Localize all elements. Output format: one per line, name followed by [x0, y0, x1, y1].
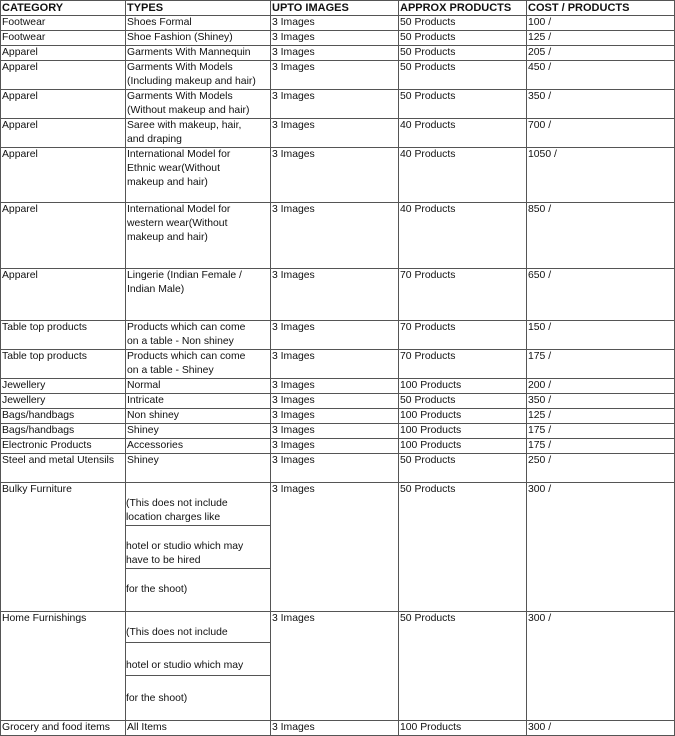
images-cell: 3 Images — [271, 454, 399, 483]
table-row — [1, 119, 675, 148]
type-cell: Accessories — [126, 439, 271, 454]
type-cell: Non shiney — [126, 409, 271, 424]
header-images: UPTO IMAGES — [271, 1, 399, 16]
table-row — [1, 203, 675, 269]
products-cell: 50 Products — [399, 454, 527, 483]
type-cell: Lingerie (Indian Female / Indian Male) — [126, 269, 271, 321]
type-cell: Shiney — [126, 454, 271, 483]
category-cell: Footwear — [1, 31, 126, 46]
type-note-part: hotel or studio which may — [126, 657, 271, 676]
table-row — [1, 31, 675, 46]
type-note-part: (This does not include — [126, 626, 271, 643]
images-cell: 3 Images — [271, 379, 399, 394]
cost-cell: 300 / — [527, 721, 675, 736]
type-cell: Shoe Fashion (Shiney) — [126, 31, 271, 46]
images-cell: 3 Images — [271, 409, 399, 424]
table-row — [1, 483, 675, 612]
cost-cell: 850 / — [527, 203, 675, 269]
category-cell: Bags/handbags — [1, 409, 126, 424]
cost-cell: 150 / — [527, 321, 675, 350]
table-row — [1, 269, 675, 321]
images-cell: 3 Images — [271, 424, 399, 439]
type-cell: Intricate — [126, 394, 271, 409]
cost-cell: 175 / — [527, 350, 675, 379]
table-row — [1, 16, 675, 31]
table-row — [1, 424, 675, 439]
type-cell: Normal — [126, 379, 271, 394]
table-row — [1, 379, 675, 394]
type-cell: Garments With Mannequin — [126, 46, 271, 61]
table-row — [1, 90, 675, 119]
table-row — [1, 721, 675, 736]
table-row — [1, 394, 675, 409]
category-cell: Apparel — [1, 148, 126, 203]
images-cell: 3 Images — [271, 203, 399, 269]
type-cell: All Items — [126, 721, 271, 736]
table-row — [1, 454, 675, 483]
cost-cell: 350 / — [527, 90, 675, 119]
category-cell: Apparel — [1, 61, 126, 90]
products-cell: 50 Products — [399, 483, 527, 612]
cost-cell: 450 / — [527, 61, 675, 90]
cost-cell: 175 / — [527, 424, 675, 439]
cost-cell: 175 / — [527, 439, 675, 454]
type-note-part: (This does not include location charges like — [126, 497, 271, 526]
type-cell: Products which can come on a table - Non shiney — [126, 321, 271, 350]
images-cell: 3 Images — [271, 90, 399, 119]
type-note-part: hotel or studio which may have to be hired — [126, 540, 271, 569]
cost-cell: 200 / — [527, 379, 675, 394]
category-cell: Steel and metal Utensils — [1, 454, 126, 483]
images-cell: 3 Images — [271, 439, 399, 454]
products-cell: 50 Products — [399, 612, 527, 721]
category-cell: Jewellery — [1, 394, 126, 409]
products-cell: 50 Products — [399, 61, 527, 90]
products-cell: 100 Products — [399, 424, 527, 439]
cost-cell: 250 / — [527, 454, 675, 483]
category-cell: Apparel — [1, 269, 126, 321]
table-row — [1, 350, 675, 379]
products-cell: 40 Products — [399, 119, 527, 148]
type-note-part: for the shoot) — [126, 584, 188, 595]
type-cell: International Model for western wear(Without makeup and hair) — [126, 203, 271, 269]
products-cell: 70 Products — [399, 269, 527, 321]
images-cell: 3 Images — [271, 31, 399, 46]
images-cell: 3 Images — [271, 321, 399, 350]
category-cell: Table top products — [1, 350, 126, 379]
cost-cell: 125 / — [527, 31, 675, 46]
category-cell: Grocery and food items — [1, 721, 126, 736]
type-note-part: for the shoot) — [126, 693, 188, 704]
images-cell: 3 Images — [271, 16, 399, 31]
images-cell: 3 Images — [271, 61, 399, 90]
cost-cell: 300 / — [527, 483, 675, 612]
images-cell: 3 Images — [271, 269, 399, 321]
products-cell: 50 Products — [399, 46, 527, 61]
table-row — [1, 148, 675, 203]
products-cell: 100 Products — [399, 379, 527, 394]
type-cell: International Model for Ethnic wear(Without makeup and hair) — [126, 148, 271, 203]
products-cell: 70 Products — [399, 321, 527, 350]
cost-cell: 350 / — [527, 394, 675, 409]
images-cell: 3 Images — [271, 350, 399, 379]
cost-cell: 1050 / — [527, 148, 675, 203]
products-cell: 50 Products — [399, 394, 527, 409]
header-products: APPROX PRODUCTS — [399, 1, 527, 16]
type-cell: Garments With Models (Including makeup and hair) — [126, 61, 271, 90]
images-cell: 3 Images — [271, 148, 399, 203]
header-category: CATEGORY — [1, 1, 126, 16]
cost-cell: 700 / — [527, 119, 675, 148]
cost-cell: 205 / — [527, 46, 675, 61]
type-cell: Shoes Formal — [126, 16, 271, 31]
category-cell: Footwear — [1, 16, 126, 31]
category-cell: Apparel — [1, 203, 126, 269]
cost-cell: 125 / — [527, 409, 675, 424]
cost-cell: 300 / — [527, 612, 675, 721]
products-cell: 70 Products — [399, 350, 527, 379]
category-cell: Bags/handbags — [1, 424, 126, 439]
table-row — [1, 321, 675, 350]
products-cell: 100 Products — [399, 409, 527, 424]
header-row — [1, 1, 675, 16]
table-row — [1, 46, 675, 61]
cost-cell: 100 / — [527, 16, 675, 31]
images-cell: 3 Images — [271, 721, 399, 736]
images-cell: 3 Images — [271, 394, 399, 409]
category-cell: Apparel — [1, 46, 126, 61]
category-cell: Apparel — [1, 119, 126, 148]
type-cell: Saree with makeup, hair, and draping — [126, 119, 271, 148]
category-cell: Jewellery — [1, 379, 126, 394]
images-cell: 3 Images — [271, 46, 399, 61]
products-cell: 100 Products — [399, 439, 527, 454]
header-types: TYPES — [126, 1, 271, 16]
type-cell: Products which can come on a table - Shiney — [126, 350, 271, 379]
category-cell: Apparel — [1, 90, 126, 119]
products-cell: 40 Products — [399, 148, 527, 203]
table-row — [1, 439, 675, 454]
type-cell — [126, 483, 271, 612]
table-row — [1, 61, 675, 90]
category-cell: Table top products — [1, 321, 126, 350]
category-cell: Home Furnishings — [1, 612, 126, 721]
products-cell: 50 Products — [399, 90, 527, 119]
type-cell: Shiney — [126, 424, 271, 439]
category-cell: Bulky Furniture — [1, 483, 126, 612]
type-cell: Garments With Models (Without makeup and hair) — [126, 90, 271, 119]
category-cell: Electronic Products — [1, 439, 126, 454]
table-row — [1, 409, 675, 424]
type-cell — [126, 612, 271, 721]
images-cell: 3 Images — [271, 119, 399, 148]
products-cell: 100 Products — [399, 721, 527, 736]
products-cell: 50 Products — [399, 16, 527, 31]
header-cost: COST / PRODUCTS — [527, 1, 675, 16]
products-cell: 40 Products — [399, 203, 527, 269]
products-cell: 50 Products — [399, 31, 527, 46]
images-cell: 3 Images — [271, 483, 399, 612]
table-row — [1, 612, 675, 721]
cost-cell: 650 / — [527, 269, 675, 321]
images-cell: 3 Images — [271, 612, 399, 721]
